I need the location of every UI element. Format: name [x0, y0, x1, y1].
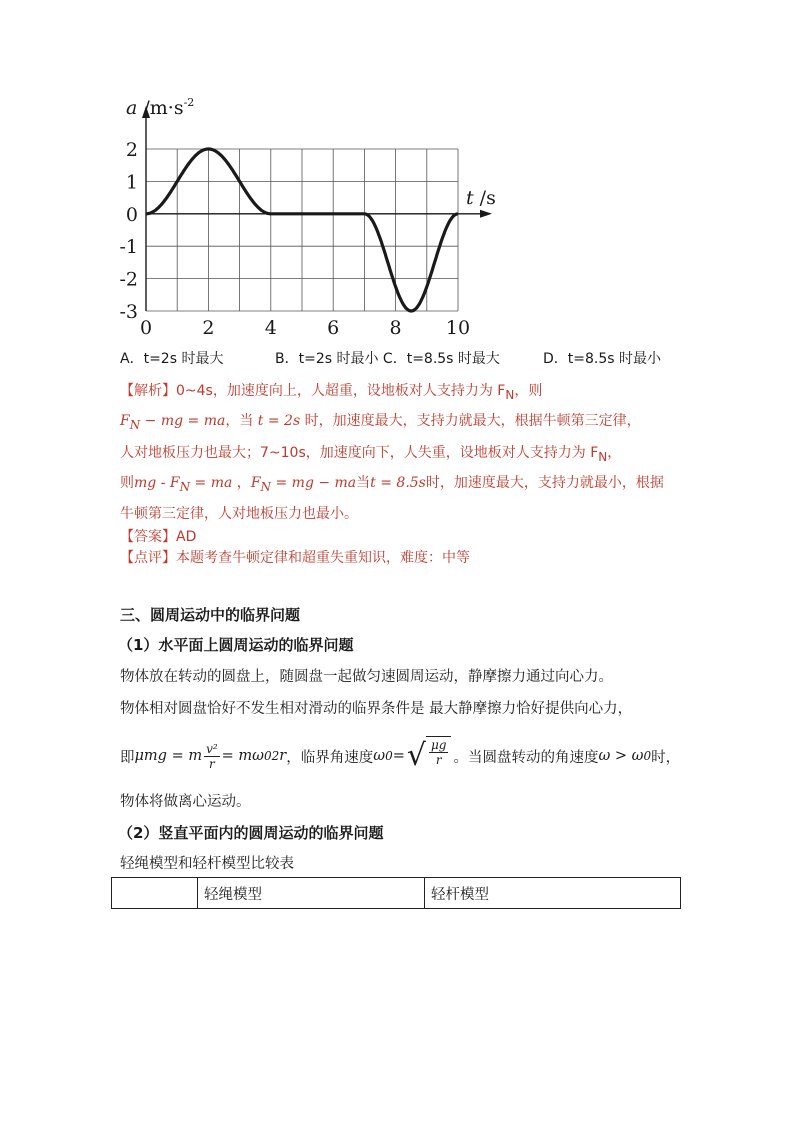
analysis-label: 【解析】 — [120, 383, 176, 399]
table-header-empty — [112, 878, 198, 909]
y-tick-label: -3 — [119, 301, 138, 323]
x-tick-labels — [140, 317, 470, 339]
y-axis-label: a $/m\cdot s^{-2}$ — [126, 96, 195, 119]
x-axis-label: t /s — [466, 187, 496, 209]
section-paragraph-5: 轻绳模型和轻杆模型比较表 — [120, 856, 294, 872]
section-formula-line: 即 μmg = m $\frac{\text{v²}}{r}$ = mω 0 2 r ，临界角速度 ω 0 = √ μg r 。当圆盘转动的角速度 ω > ω 0 时， — [120, 734, 680, 778]
x-tick-label: 8 — [389, 317, 402, 339]
choice-a: A．t=2s 时最大 — [120, 351, 224, 367]
analysis-line-2: $F_N$ − mg = ma，当 t = 2s 时，加速度最大，支持力就最大，根据牛顿第三定律， — [120, 413, 641, 432]
y-tick-label: -2 — [119, 268, 138, 291]
x-tick-label: 4 — [264, 317, 277, 339]
x-tick-label: 0 — [139, 317, 153, 339]
x-tick-label: 10 — [445, 317, 471, 339]
table-header-row — [112, 878, 681, 909]
x-tick-label: 6 — [327, 317, 340, 339]
x-axis-arrow — [480, 210, 492, 218]
sqrt-sign: √ — [406, 738, 426, 773]
analysis-line-3: 人对地板压力也最大；7~10s，加速度向下，人失重，设地板对人支持力为 $F_N$， — [120, 445, 622, 464]
section-paragraph-2: 物体相对圆盘恰好不发生相对滑动的临界条件是 最大静摩擦力恰好提供向心力， — [120, 701, 633, 717]
comment-line: 【点评】本题考查牛顿定律和超重失重知识，难度：中等 — [120, 550, 470, 566]
y-tick-label: 0 — [125, 203, 138, 226]
acceleration-time-chart — [108, 92, 508, 344]
subsection-1-title: （1）水平面上圆周运动的临界问题 — [118, 636, 354, 654]
choice-b-c: B．t=2s 时最小 C．t=8.5s 时最大 — [275, 351, 500, 367]
section-paragraph-4: 物体将做离心运动。 — [120, 794, 251, 810]
subsection-2-title: （2）竖直平面内的圆周运动的临界问题 — [118, 824, 384, 842]
section-paragraph-1: 物体放在转动的圆盘上，随圆盘一起做匀速圆周运动，静摩擦力通过向心力。 — [120, 669, 613, 685]
y-tick-label: 1 — [125, 171, 138, 194]
section-title: 三、圆周运动中的临界问题 — [120, 606, 301, 624]
answer-line: 【答案】AD — [120, 529, 197, 545]
analysis-line-4: 则mg - $F_N$ = ma ，$F_N$ = mg − ma当t = 8.5s时，加速度最大，支持力就最小，根据 — [120, 475, 664, 494]
analysis-line-5: 牛顿第三定律，人对地板压力也最小。 — [120, 506, 358, 522]
y-tick-labels — [119, 139, 138, 323]
table-header-rod-model: 轻杆模型 — [425, 878, 681, 909]
analysis-line-1: 【解析】0~4s，加速度向上，人超重，设地板对人支持力为 $F_N$，则 — [120, 383, 543, 402]
y-tick-label: 2 — [125, 139, 138, 161]
choice-d: D．t=8.5s 时最小 — [543, 351, 662, 367]
x-tick-label: 2 — [202, 317, 215, 339]
chart-grid — [146, 149, 458, 311]
comparison-table — [111, 877, 681, 909]
y-tick-label: -1 — [119, 236, 138, 259]
table-header-rope-model: 轻绳模型 — [198, 878, 425, 909]
chart-axes — [142, 106, 492, 311]
v-squared-over-r: $\frac{\text{v²}}{r}$ — [206, 741, 218, 771]
sqrt-mu-g-over-r: √ μg r — [407, 736, 452, 776]
